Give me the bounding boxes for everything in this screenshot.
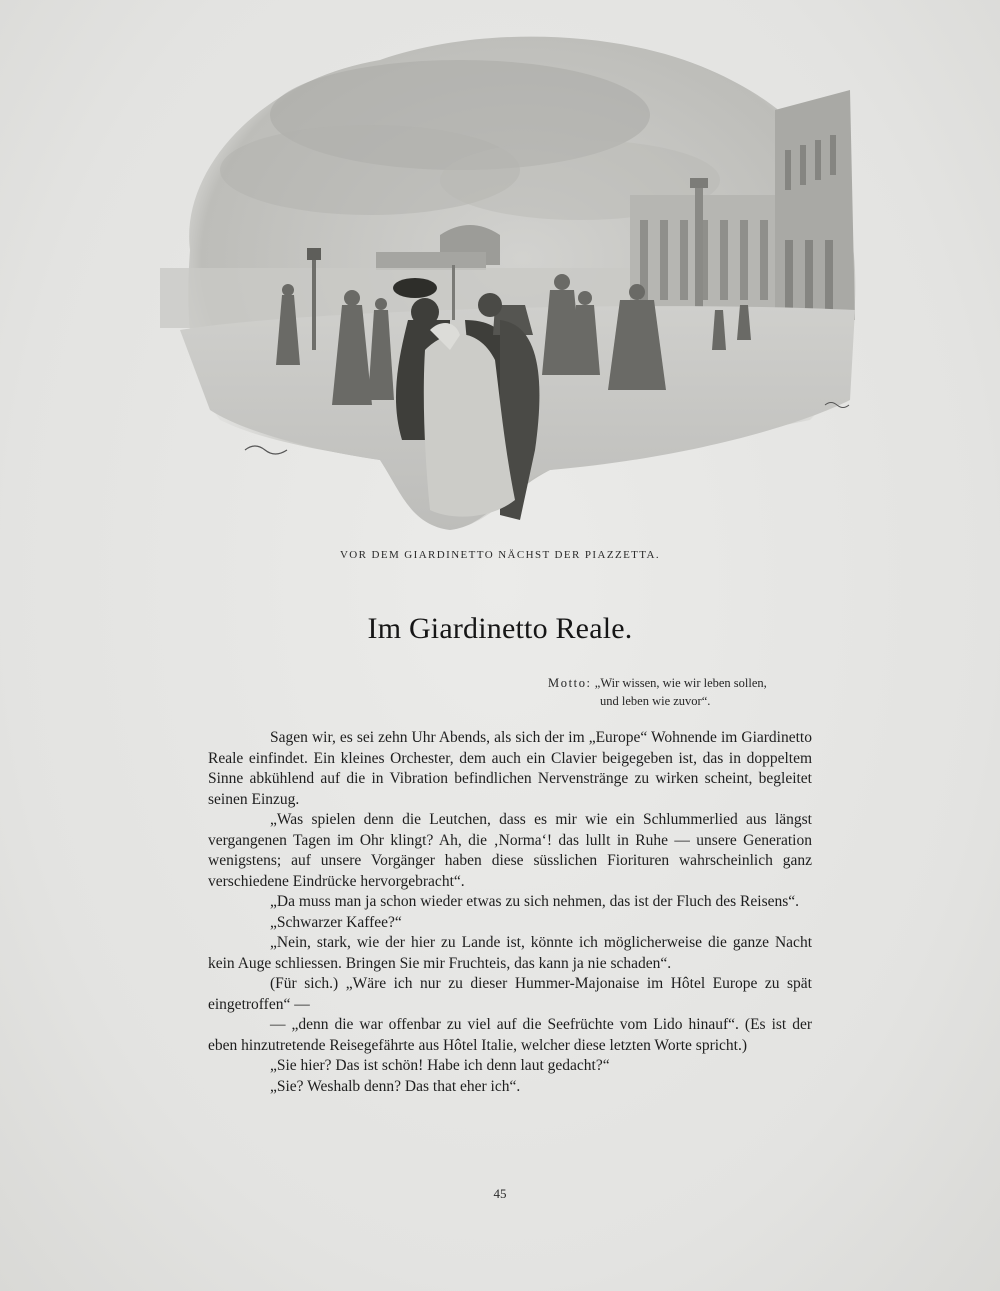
motto-line-1: „Wir wissen, wie wir leben sollen,	[594, 676, 767, 690]
page-number: 45	[493, 1186, 507, 1201]
motto-label: Motto:	[548, 676, 592, 690]
paragraph: Sagen wir, es sei zehn Uhr Abends, als sich der im „Europe“ Wohnende im Giardinetto Reale einfindet. Ein kleines Orchester, dem auch ein Clavier beigegeben ist, das in doppeltem Sinne abkühlend auf die in Vibration befindlichen Nervenstränge zu wirken scheint, begleitet seinen Einzug.	[208, 729, 812, 808]
paragraph: „Da muss man ja schon wieder etwas zu sich nehmen, das ist der Fluch des Reisens“.	[270, 893, 800, 910]
illustration-caption: VOR DEM GIARDINETTO NÄCHST DER PIAZZETTA.	[339, 549, 661, 561]
motto-line-2: und leben wie zuvor“.	[600, 694, 711, 708]
paragraph: „Sie? Weshalb denn? Das that eher ich“.	[270, 1077, 521, 1095]
paragraph: „Schwarzer Kaffee?“	[270, 913, 402, 931]
paragraph: (Für sich.) „Wäre ich nur zu dieser Hummer-Majonaise im Hôtel Europe zu spät eingetroffen“ —	[208, 975, 812, 1013]
paragraph: „Sie hier? Das ist schön! Habe ich denn laut gedacht?“	[270, 1057, 610, 1074]
engraving-illustration	[150, 20, 870, 535]
paragraph: „Nein, stark, wie der hier zu Lande ist, könnte ich möglicherweise die ganze Nacht kein Auge schliessen. Bringen Sie mir Fruchteis, das kann ja nie schaden“.	[208, 934, 812, 972]
motto	[548, 674, 818, 710]
article-body	[208, 728, 812, 1097]
paragraph: „Was spielen denn die Leutchen, dass es mir wie ein Schlummerlied aus längst vergangenen Tagen im Ohr klingt? Ah, die ‚Norma‘! das lullt in Ruhe — unsere Generation wenigstens; auf unsere Vorgänger haben diese süsslichen Fiorituren wahrscheinlich ganz verschiedene Eindrücke hervorgebracht“.	[208, 811, 812, 890]
article-title: Im Giardinetto Reale.	[367, 612, 633, 645]
paragraph: — „denn die war offenbar zu viel auf die Seefrüchte vom Lido hinauf“. (Es ist der eben hinzutretende Reisegefährte aus Hôtel Italie, welcher diese letzten Worte spricht.)	[208, 1016, 812, 1054]
